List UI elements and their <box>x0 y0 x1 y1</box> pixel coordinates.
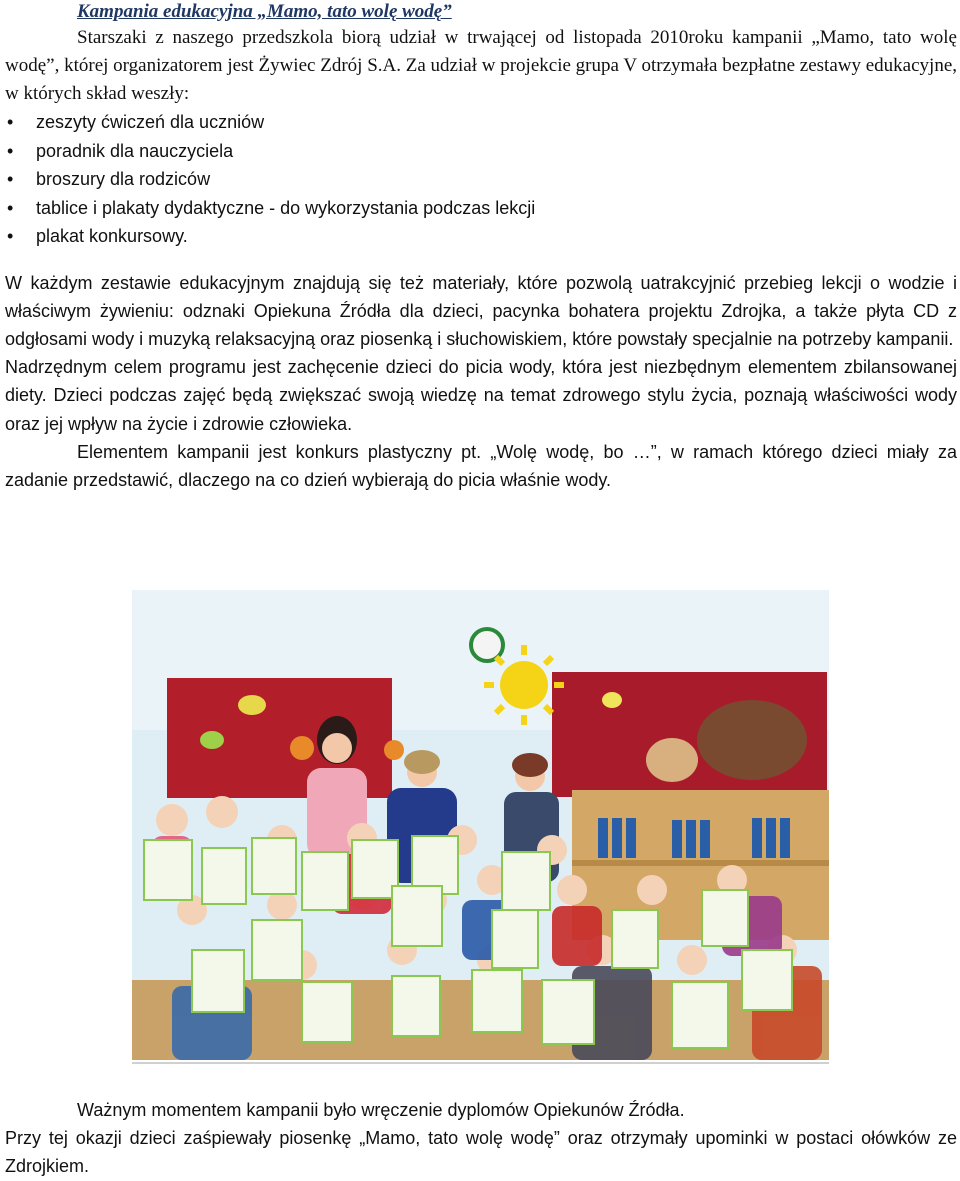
document-page <box>5 0 957 494</box>
intro-paragraph: Starszaki z naszego przedszkola biorą udział w trwającej od listopada 2010roku kampanii „Mamo, tato wolę wodę”, której organizatorem jest Żywiec Zdrój S.A. Za udział w projekcie grupa V otrzymała bezpłatne zestawy edukacyjne, w których skład weszły: <box>5 27 957 104</box>
list-item: • poradnik dla nauczyciela <box>5 137 957 166</box>
page-title: Kampania edukacyjna „Mamo, tato wolę wodę” <box>77 1 452 22</box>
materials-paragraph: W każdym zestawie edukacyjnym znajdują się też materiały, które pozwolą uatrakcyjnić przebieg lekcji o wodzie i właściwym żywieniu: odznaki Opiekuna Źródła dla dzieci, pacynka bohatera projektu Zdrojka, a także płyta CD z odgłosami wody i muzyką relaksacyjną oraz piosenką i słuchowiskiem, które powstały specjalnie na potrzeby kampanii. <box>5 272 957 349</box>
contest-paragraph: Elementem kampanii jest konkurs plastyczny pt. „Wolę wodę, bo …”, w ramach którego dzieci miały za zadanie przedstawić, dlaczego na co dzień wybierają do picia właśnie wody. <box>5 441 957 490</box>
list-item: • broszury dla rodziców <box>5 165 957 194</box>
list-item: • zeszyty ćwiczeń dla uczniów <box>5 108 957 137</box>
goal-paragraph: Nadrzędnym celem programu jest zachęcenie dzieci do picia wody, która jest niezbędnym elementem zbilansowanej diety. Dzieci podczas zajęć będą zwiększać swoją wiedzę na temat zdrowego stylu życia, poznają właściwości wody oraz jej wpływ na życie i zdrowie człowieka. <box>5 357 957 434</box>
group-photo <box>132 590 829 1064</box>
list-item: • tablice i plakaty dydaktyczne - do wykorzystania podczas lekcji <box>5 194 957 223</box>
classroom-photo-image <box>132 590 829 1060</box>
bullet-icon: • <box>7 169 14 189</box>
bullet-icon: • <box>7 226 14 246</box>
closing-text <box>5 1096 957 1181</box>
materials-list <box>5 108 957 251</box>
list-item: • plakat konkursowy. <box>5 222 957 251</box>
song-paragraph: Przy tej okazji dzieci zaśpiewały piosenkę „Mamo, tato wolę wodę” oraz otrzymały upominki w postaci ołówków ze Zdrojkiem. <box>5 1128 957 1177</box>
bullet-icon: • <box>7 140 14 161</box>
bullet-icon: • <box>7 112 14 132</box>
bullet-icon: • <box>7 197 14 218</box>
diplomas-paragraph: Ważnym momentem kampanii było wręczenie dyplomów Opiekunów Źródła. <box>77 1100 685 1120</box>
